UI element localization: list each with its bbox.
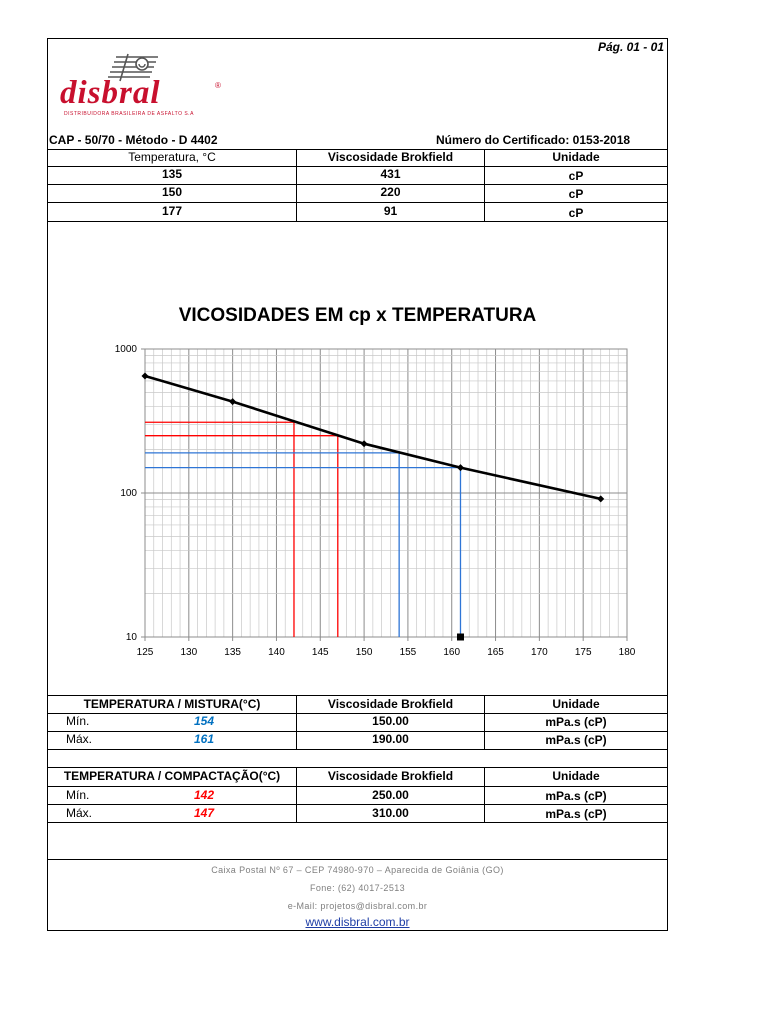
x-tick-label: 160 bbox=[443, 647, 461, 658]
table-cell: cP bbox=[568, 169, 584, 183]
x-tick-label: 130 bbox=[180, 647, 198, 658]
footer-email: e-Mail: projetos@disbral.com.br bbox=[287, 901, 428, 911]
logo-wordmark: disbral bbox=[60, 75, 161, 111]
website-link[interactable]: www.disbral.com.br bbox=[305, 915, 410, 929]
table-cell: 431 bbox=[380, 167, 401, 181]
x-tick-label: 150 bbox=[355, 647, 373, 658]
y-tick-label: 100 bbox=[120, 488, 137, 499]
mix-max-viscosity: 190.00 bbox=[372, 732, 409, 746]
disbral-logo bbox=[58, 53, 228, 119]
col-header-viscosity: Viscosidade Brokfield bbox=[327, 150, 454, 164]
logo-subtitle: DISTRIBUIDORA BRASILEIRA DE ASFALTO S.A bbox=[64, 111, 194, 117]
table-cell: 177 bbox=[161, 204, 183, 218]
mix-max-temperature: 161 bbox=[194, 732, 215, 746]
compaction-max-label: Máx. bbox=[66, 806, 93, 820]
x-tick-label: 125 bbox=[136, 647, 154, 658]
x-tick-label: 175 bbox=[574, 647, 592, 658]
page-number: Pág. 01 - 01 bbox=[597, 40, 664, 54]
y-tick-label: 1000 bbox=[114, 344, 137, 355]
certificate-number: Número do Certificado: 0153-2018 bbox=[436, 133, 631, 147]
mix-min-label: Mín. bbox=[66, 714, 90, 728]
mix-header-unit: Unidade bbox=[552, 697, 600, 711]
viscosity-chart bbox=[48, 334, 648, 694]
table-cell: 220 bbox=[380, 185, 401, 199]
table-cell: cP bbox=[568, 187, 584, 201]
table-cell: 150 bbox=[161, 185, 183, 199]
compaction-min-label: Mín. bbox=[66, 788, 90, 802]
logo-registered-mark: ® bbox=[215, 81, 221, 90]
chart-title: VICOSIDADES EM cp x TEMPERATURA bbox=[178, 305, 537, 326]
axis-marker bbox=[457, 634, 464, 641]
mix-min-viscosity: 150.00 bbox=[372, 714, 409, 728]
mix-max-label: Máx. bbox=[66, 732, 93, 746]
x-tick-label: 135 bbox=[224, 647, 241, 658]
compaction-min-temperature: 142 bbox=[194, 788, 215, 802]
x-tick-label: 140 bbox=[268, 647, 285, 658]
footer-address: Caixa Postal Nº 67 – CEP 74980-970 – Aparecida de Goiânia (GO) bbox=[211, 865, 504, 875]
col-header-temperature: Temperatura, °C bbox=[128, 150, 216, 164]
footer-phone: Fone: (62) 4017-2513 bbox=[309, 883, 406, 893]
col-header-unit: Unidade bbox=[552, 150, 600, 164]
y-tick-label: 10 bbox=[125, 632, 137, 643]
product-method: CAP - 50/70 - Método - D 4402 bbox=[49, 133, 218, 147]
table-cell: 135 bbox=[161, 167, 183, 181]
compaction-max-viscosity: 310.00 bbox=[372, 806, 409, 820]
compaction-header-unit: Unidade bbox=[552, 769, 600, 783]
compaction-max-temperature: 147 bbox=[194, 806, 215, 820]
x-tick-label: 170 bbox=[531, 647, 548, 658]
table-cell: cP bbox=[568, 206, 584, 220]
x-tick-label: 180 bbox=[618, 647, 636, 658]
compaction-header-viscosity: Viscosidade Brokfield bbox=[327, 769, 454, 783]
x-tick-label: 155 bbox=[399, 647, 417, 658]
mix-header-temperature: TEMPERATURA / MISTURA(°C) bbox=[83, 697, 261, 711]
compaction-min-viscosity: 250.00 bbox=[372, 788, 409, 802]
compaction-max-unit: mPa.s (cP) bbox=[545, 807, 607, 821]
mix-max-unit: mPa.s (cP) bbox=[545, 733, 607, 747]
x-tick-label: 145 bbox=[311, 647, 329, 658]
table-cell: 91 bbox=[383, 204, 398, 218]
certificate-sheet bbox=[47, 38, 668, 931]
compaction-min-unit: mPa.s (cP) bbox=[545, 789, 607, 803]
compaction-header-temperature: TEMPERATURA / COMPACTAÇÃO(°C) bbox=[63, 769, 281, 783]
mix-header-viscosity: Viscosidade Brokfield bbox=[327, 697, 454, 711]
mix-min-unit: mPa.s (cP) bbox=[545, 715, 607, 729]
mix-min-temperature: 154 bbox=[194, 714, 215, 728]
x-tick-label: 165 bbox=[487, 647, 504, 658]
